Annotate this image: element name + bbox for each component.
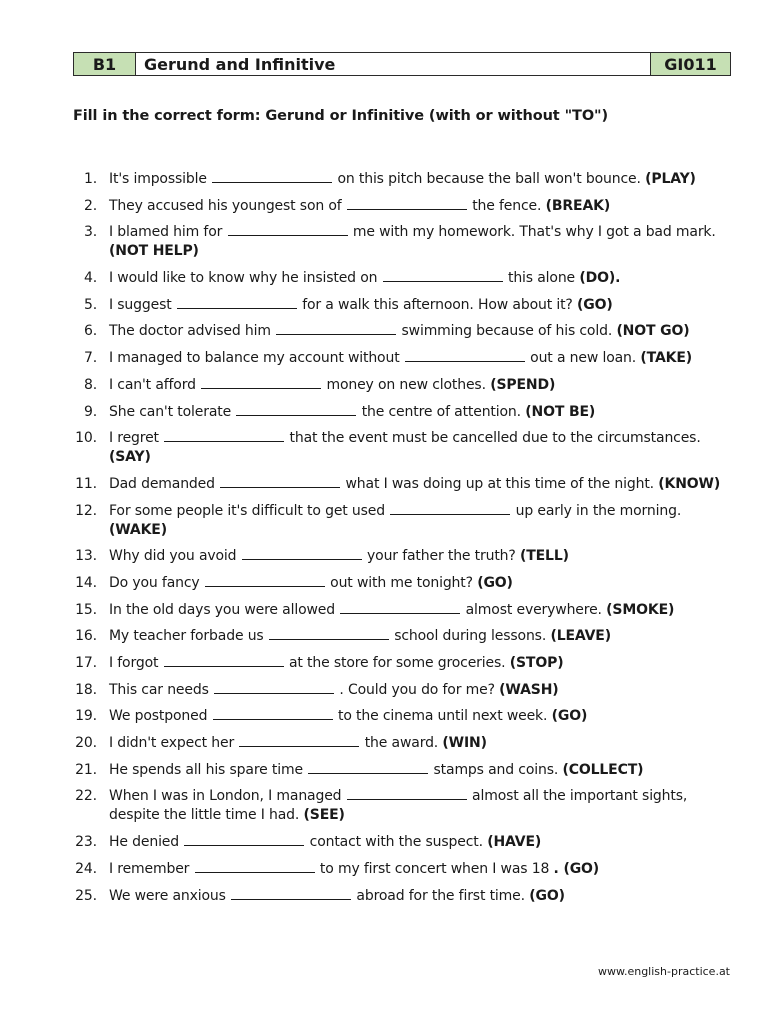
- answer-blank[interactable]: [383, 280, 503, 282]
- exercise-item: [73, 833, 723, 852]
- item-number: 16.: [75, 628, 97, 645]
- item-number: 18.: [75, 681, 97, 698]
- exercise-item: [73, 707, 723, 726]
- item-text-after: almost everywhere.: [465, 601, 602, 618]
- item-text-after: out with me tonight?: [330, 574, 473, 591]
- item-verb: (STOP): [509, 655, 564, 671]
- item-text-after: what I was doing up at this time of the night.: [345, 475, 654, 492]
- answer-blank[interactable]: [347, 208, 467, 210]
- exercise-list: [73, 170, 723, 913]
- item-number: 4.: [83, 270, 97, 287]
- item-verb: (KNOW): [658, 475, 721, 492]
- worksheet-header: [73, 52, 731, 76]
- exercise-item: [73, 887, 723, 906]
- item-text-before: Why did you avoid: [109, 548, 237, 565]
- item-verb: (PLAY): [645, 171, 696, 187]
- item-text-after: me with my homework. That's why I got a bad mark.: [352, 224, 716, 241]
- exercise-item: [73, 322, 723, 341]
- answer-blank[interactable]: [201, 387, 321, 389]
- level-badge: B1: [74, 53, 136, 75]
- item-number: 8.: [83, 376, 97, 393]
- item-text-before: I suggest: [109, 296, 172, 313]
- item-verb: (GO): [577, 296, 613, 313]
- item-text-before: He spends all his spare time: [109, 761, 303, 778]
- item-verb: (SEE): [303, 807, 345, 824]
- exercise-item: [73, 681, 723, 700]
- item-text-before: The doctor advised him: [109, 323, 271, 340]
- item-text-before: When I was in London, I managed: [109, 788, 342, 805]
- item-verb: (DO).: [579, 270, 621, 287]
- item-text-after: swimming because of his cold.: [401, 323, 613, 340]
- exercise-item: [73, 197, 723, 216]
- item-number: 23.: [75, 834, 97, 851]
- item-number: 11.: [75, 475, 97, 492]
- item-text-after: abroad for the first time.: [356, 887, 525, 904]
- answer-blank[interactable]: [164, 665, 284, 667]
- item-verb: (NOT HELP): [109, 243, 199, 260]
- worksheet-title: Gerund and Infinitive: [136, 53, 650, 75]
- item-number: 6.: [83, 323, 97, 340]
- answer-blank[interactable]: [347, 798, 467, 800]
- exercise-item: [73, 269, 723, 288]
- item-number: 17.: [75, 655, 97, 671]
- item-text-before: In the old days you were allowed: [109, 601, 335, 618]
- footer-url: www.english-practice.at: [597, 965, 730, 978]
- item-verb: (HAVE): [487, 834, 542, 851]
- item-text-before: I would like to know why he insisted on: [109, 270, 378, 287]
- item-text-after: the centre of attention.: [361, 403, 521, 420]
- answer-blank[interactable]: [214, 692, 334, 694]
- item-verb: . (GO): [553, 860, 600, 877]
- exercise-item: [73, 627, 723, 646]
- answer-blank[interactable]: [308, 772, 428, 774]
- item-verb: (NOT BE): [525, 403, 596, 420]
- exercise-item: [73, 761, 723, 780]
- exercise-item: [73, 349, 723, 368]
- item-verb: (GO): [529, 887, 565, 904]
- item-text-before: She can't tolerate: [109, 403, 232, 420]
- item-text-after: to the cinema until next week.: [337, 708, 548, 725]
- exercise-item: [73, 547, 723, 566]
- item-text-before: They accused his youngest son of: [109, 197, 342, 214]
- item-text-after: contact with the suspect.: [309, 834, 483, 851]
- answer-blank[interactable]: [195, 871, 315, 873]
- item-verb: (GO): [477, 574, 513, 591]
- item-text-after: the award.: [364, 735, 439, 752]
- item-text-before: I didn't expect her: [109, 735, 235, 752]
- answer-blank[interactable]: [205, 585, 325, 587]
- answer-blank[interactable]: [177, 307, 297, 309]
- item-number: 7.: [83, 350, 97, 367]
- exercise-item: [73, 170, 723, 189]
- exercise-item: [73, 296, 723, 315]
- answer-blank[interactable]: [269, 638, 389, 640]
- item-number: 20.: [75, 735, 97, 752]
- item-text-after: this alone: [508, 270, 576, 287]
- item-text-after: up early in the morning.: [515, 502, 682, 519]
- item-verb: (TELL): [520, 548, 569, 565]
- item-number: 25.: [75, 887, 97, 904]
- item-text-before: We were anxious: [109, 887, 226, 904]
- item-text-after: the fence.: [472, 197, 542, 214]
- answer-blank[interactable]: [184, 844, 304, 846]
- item-number: 15.: [75, 601, 97, 618]
- item-text-after: on this pitch because the ball won't bounce.: [337, 171, 641, 187]
- item-text-after: that the event must be cancelled due to the circumstances.: [289, 430, 701, 447]
- item-number: 22.: [75, 788, 97, 805]
- item-text-before: My teacher forbade us: [109, 628, 264, 645]
- item-number: 24.: [75, 860, 97, 877]
- item-text-before: We postponed: [109, 708, 208, 725]
- item-text-before: For some people it's difficult to get used: [109, 502, 385, 519]
- item-number: 2.: [83, 197, 97, 214]
- item-number: 13.: [75, 548, 97, 565]
- item-number: 3.: [83, 224, 97, 241]
- exercise-item: [73, 787, 723, 825]
- answer-blank[interactable]: [242, 558, 362, 560]
- item-text-before: He denied: [109, 834, 180, 851]
- item-number: 1.: [83, 171, 97, 187]
- answer-blank[interactable]: [212, 181, 332, 183]
- answer-blank[interactable]: [340, 612, 460, 614]
- item-verb: (WASH): [499, 681, 559, 698]
- item-text-after: money on new clothes.: [326, 376, 486, 393]
- item-text-after: . Could you do for me?: [339, 681, 495, 698]
- item-number: 14.: [75, 574, 97, 591]
- exercise-item: [73, 475, 723, 494]
- answer-blank[interactable]: [231, 898, 351, 900]
- item-text-after: stamps and coins.: [433, 761, 559, 778]
- item-verb: (WIN): [442, 735, 487, 752]
- item-text-before: I regret: [109, 430, 159, 447]
- item-verb: (GO): [551, 708, 588, 725]
- item-text-before: Do you fancy: [109, 574, 200, 591]
- item-number: 5.: [83, 296, 97, 313]
- exercise-item: [73, 403, 723, 422]
- item-text-before: Dad demanded: [109, 475, 215, 492]
- answer-blank[interactable]: [228, 234, 348, 236]
- item-text-before: I managed to balance my account without: [109, 350, 400, 367]
- answer-blank[interactable]: [405, 360, 525, 362]
- item-number: 10.: [75, 430, 97, 447]
- item-verb: (TAKE): [640, 350, 692, 367]
- item-verb: (BREAK): [545, 197, 611, 214]
- item-text-after: out a new loan.: [530, 350, 637, 367]
- exercise-item: [73, 654, 723, 673]
- exercise-item: [73, 734, 723, 753]
- answer-blank[interactable]: [276, 333, 396, 335]
- item-text-after: almost all the important sights, despite the little time I had.: [109, 788, 688, 824]
- item-verb: (NOT GO): [616, 323, 690, 340]
- answer-blank[interactable]: [239, 745, 359, 747]
- answer-blank[interactable]: [220, 486, 340, 488]
- item-text-before: I blamed him for: [109, 224, 223, 241]
- exercise-item: [73, 601, 723, 620]
- exercise-item: [73, 502, 723, 540]
- item-text-after: at the store for some groceries.: [288, 655, 506, 671]
- item-text-after: school during lessons.: [394, 628, 547, 645]
- item-text-before: It's impossible: [109, 171, 207, 187]
- worksheet-code: GI011: [650, 53, 730, 75]
- instructions: Fill in the correct form: Gerund or Infinitive (with or without "TO"): [73, 108, 609, 124]
- item-verb: (COLLECT): [562, 761, 644, 778]
- item-text-before: This car needs: [109, 681, 209, 698]
- answer-blank[interactable]: [390, 513, 510, 515]
- answer-blank[interactable]: [164, 440, 284, 442]
- item-verb: (LEAVE): [550, 628, 611, 645]
- item-verb: (WAKE): [109, 521, 167, 538]
- item-verb: (SMOKE): [606, 601, 675, 618]
- exercise-item: [73, 223, 723, 261]
- item-number: 12.: [75, 502, 97, 519]
- item-text-after: for a walk this afternoon. How about it?: [302, 296, 573, 313]
- item-text-before: I remember: [109, 860, 190, 877]
- exercise-item: [73, 860, 723, 879]
- item-text-after: your father the truth?: [367, 548, 516, 565]
- exercise-item: [73, 376, 723, 395]
- item-number: 21.: [75, 761, 97, 778]
- exercise-item: [73, 429, 723, 467]
- item-text-before: I can't afford: [109, 376, 196, 393]
- answer-blank[interactable]: [213, 718, 333, 720]
- item-text-before: I forgot: [109, 655, 159, 671]
- item-text-after: to my first concert when I was 18: [319, 860, 550, 877]
- item-number: 19.: [75, 708, 97, 725]
- item-number: 9.: [83, 403, 97, 420]
- item-verb: (SPEND): [490, 376, 556, 393]
- answer-blank[interactable]: [236, 414, 356, 416]
- item-verb: (SAY): [109, 449, 151, 466]
- exercise-item: [73, 574, 723, 593]
